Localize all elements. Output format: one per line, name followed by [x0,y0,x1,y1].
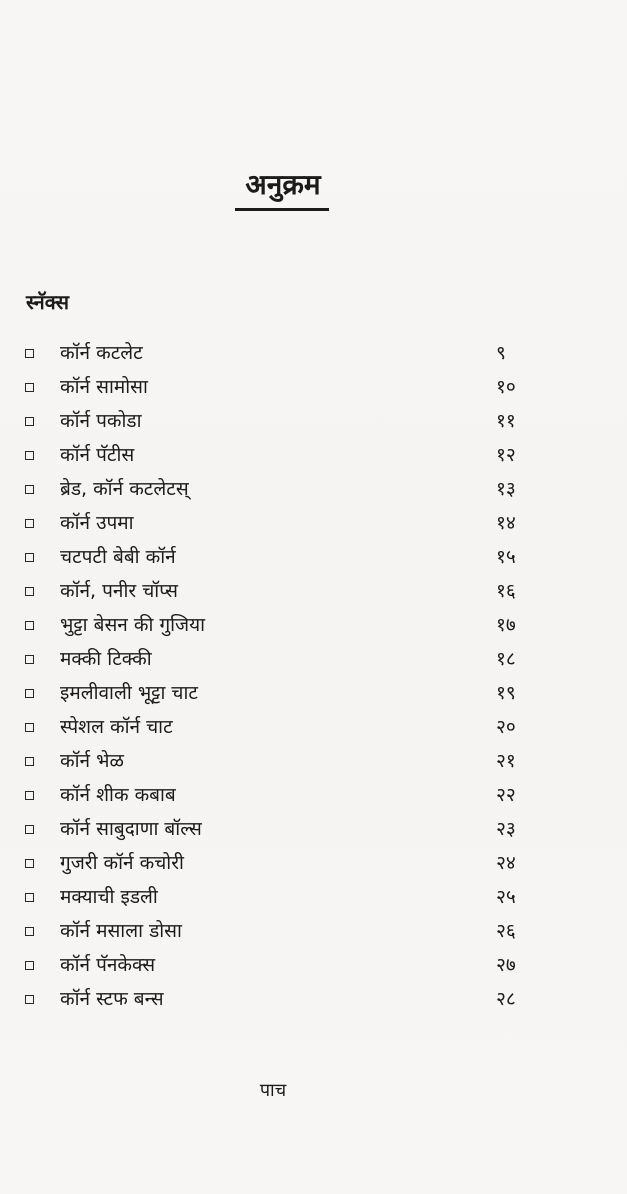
toc-entry [22,370,542,404]
entry-title: चटपटी बेबी कॉर्न [60,546,176,568]
entry-title: कॉर्न उपमा [60,512,134,534]
toc-entry [22,948,542,982]
toc-entry [22,404,542,438]
checkbox-icon [25,859,34,868]
toc-entry [22,574,542,608]
toc-entry [22,880,542,914]
entry-page-number: २० [496,716,516,738]
checkbox-icon [25,383,34,392]
checkbox-icon [25,825,34,834]
entry-page-number: २५ [496,886,516,908]
entry-page-number: १२ [496,444,516,466]
entry-page-number: २६ [496,920,516,942]
checkbox-icon [25,553,34,562]
entry-page-number: ११ [496,410,516,432]
entry-page-number: १७ [496,614,516,636]
toc-entry [22,506,542,540]
toc-entry [22,642,542,676]
checkbox-icon [25,689,34,698]
checkbox-icon [25,893,34,902]
checkbox-icon [25,961,34,970]
entry-title: कॉर्न पकोडा [60,410,142,432]
toc-entry [22,744,542,778]
entry-title: स्पेशल कॉर्न चाट [60,716,173,738]
entry-title: कॉर्न साबुदाणा बॉल्स [60,818,202,840]
entry-title: कॉर्न शीक कबाब [60,784,176,806]
checkbox-icon [25,451,34,460]
entry-title: कॉर्न पॅनकेक्स [60,954,156,976]
toc-entry [22,472,542,506]
checkbox-icon [25,417,34,426]
entry-title: इमलीवाली भूट्टा चाट [60,682,198,704]
entry-title: मक्की टिक्की [60,648,152,670]
entry-title: ब्रेड, कॉर्न कटलेटस् [60,478,189,500]
entry-title: कॉर्न मसाला डोसा [60,920,182,942]
entry-title: भुट्टा बेसन की गुजिया [60,614,206,636]
entry-page-number: २१ [496,750,516,772]
entry-page-number: १८ [496,648,516,670]
toc-entry [22,778,542,812]
checkbox-icon [25,995,34,1004]
entry-page-number: १५ [496,546,516,568]
page-number-footer: पाच [259,1080,287,1101]
entry-page-number: २८ [496,988,516,1010]
entry-title: गुजरी कॉर्न कचोरी [60,852,184,874]
entry-page-number: २२ [496,784,516,806]
entry-page-number: २४ [496,852,516,874]
page-title: अनुक्रम [245,168,321,201]
checkbox-icon [25,485,34,494]
checkbox-icon [25,655,34,664]
checkbox-icon [25,587,34,596]
toc-entry [22,914,542,948]
checkbox-icon [25,723,34,732]
checkbox-icon [25,927,34,936]
toc-entry [22,540,542,574]
entry-page-number: १९ [496,682,516,704]
entry-page-number: २७ [496,954,516,976]
checkbox-icon [25,757,34,766]
toc-entry [22,812,542,846]
entry-title: कॉर्न कटलेट [60,342,143,364]
checkbox-icon [25,519,34,528]
title-underline [235,208,329,211]
entry-page-number: १६ [496,580,516,602]
table-of-contents [22,336,542,1016]
entry-title: कॉर्न पॅटीस [60,444,135,466]
entry-page-number: १४ [496,512,516,534]
toc-entry [22,846,542,880]
checkbox-icon [25,621,34,630]
toc-entry [22,438,542,472]
toc-entry [22,982,542,1016]
entry-page-number: ९ [496,342,506,364]
section-heading: स्नॅक्स [26,290,70,314]
toc-entry [22,676,542,710]
entry-page-number: १० [496,376,516,398]
entry-title: मक्याची इडली [60,886,158,908]
entry-title: कॉर्न सामोसा [60,376,148,398]
entry-title: कॉर्न, पनीर चॉप्स [60,580,179,602]
entry-page-number: २३ [496,818,516,840]
checkbox-icon [25,349,34,358]
entry-title: कॉर्न भेळ [60,750,124,772]
toc-entry [22,608,542,642]
checkbox-icon [25,791,34,800]
entry-title: कॉर्न स्टफ बन्स [60,988,164,1010]
toc-entry [22,710,542,744]
toc-entry [22,336,542,370]
entry-page-number: १३ [496,478,516,500]
